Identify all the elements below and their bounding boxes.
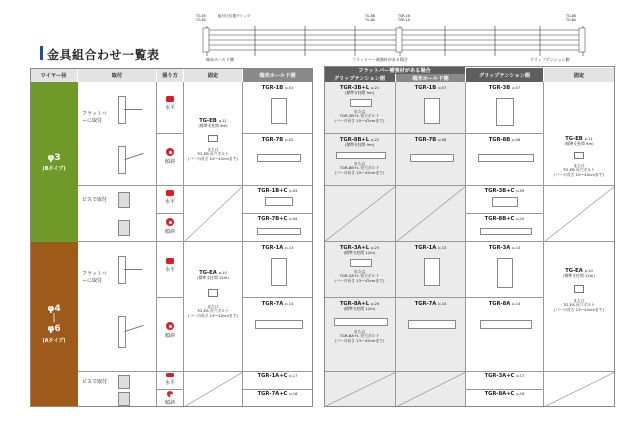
slope-icon [167, 391, 173, 397]
dir-cell-7: 水平 [157, 372, 184, 390]
terminal-cell-6: TGR-7A p.14 [243, 298, 313, 372]
grip-cell-1: TGR-3B+L p.21 (標準支柱間 9m) または TGR-3B+L 長穴ボルト (バーの長さ 10〜42cmまで) [324, 82, 396, 134]
grip-cell-2: TGR-8B+L p.22 (標準支柱間 9m) または TGR-8B+L 長穴ボルト (バーの長さ 10〜42cmまで) [324, 134, 396, 186]
dir-cell-4: 傾斜 [157, 214, 184, 242]
slope-icon [166, 218, 174, 226]
terminal-cell-8: TGR-7A+C p.18 [243, 390, 313, 407]
page-title: 金具組合わせ一覧表 [47, 48, 160, 62]
header-dir: 張り方 [157, 68, 184, 82]
horizontal-icon [166, 190, 174, 196]
diagram-bottom-left: 端末ホールド側 [206, 57, 234, 62]
terminal2-cell-empty-1 [396, 186, 466, 242]
fixed-cell-1: TG-EB p.11 (標準支柱間 9m) または TG-EB 長穴ボルト (バーの長さ 10〜42cmまで) [184, 82, 243, 186]
grip-cell-empty-2 [324, 372, 396, 407]
tension-cell-3: TGR-3B+C p.09 [466, 186, 544, 214]
mount-cell-3: フラットバーに取付 [78, 242, 157, 372]
header-fixed: 固定 [184, 68, 243, 82]
diagram-label-mid2: TGR-1B TGR-1A [398, 14, 410, 22]
wire-group-4-6: φ4 ｜ φ6 (Aタイプ) [30, 242, 78, 407]
grip-cell-empty-1 [324, 186, 396, 242]
tension-cell-4: TGR-8B+C p.10 [466, 214, 544, 242]
diagram-bottom-mid: フラットバー補強材がある場合 [352, 57, 408, 62]
header-flatbar-group: フラットバー補強材がある場合 [324, 66, 466, 74]
fixed2-cell-empty-2 [544, 372, 615, 407]
title-accent-bar [40, 46, 43, 60]
horizontal-icon [166, 96, 174, 102]
tension-cell-7: TGR-3A+C p.17 [466, 372, 544, 390]
terminal2-cell-4: TGR-7A p.14 [396, 298, 466, 372]
terminal2-cell-2: TGR-7B p.08 [396, 134, 466, 186]
diagram-label-mid: TG-8B TG-8A [365, 14, 375, 22]
dir-cell-2: 傾斜 [157, 134, 184, 186]
grip-cell-4: TGR-8A+L p.26 (標準支柱間 12m) または TGR-8A+L 長穴ボルト (バーの長さ 13〜42cmまで) [324, 298, 396, 372]
tension-cell-1: TGR-3B p.07 [466, 82, 544, 134]
terminal-cell-3: TGR-1B+C p.03 [243, 186, 313, 214]
fixed2-cell-2: TG-EA p.10 (標準支柱間 12m) または TG-EA 長穴ボルト (バーの長さ 13〜42cmまで) [544, 242, 615, 372]
slope-icon [166, 322, 174, 330]
fixed2-cell-1: TG-EB p.11 (標準支柱間 9m) または TG-EB 長穴ボルト (バーの長さ 10〜42cmまで) [544, 82, 615, 186]
dir-cell-6: 傾斜 [157, 298, 184, 372]
terminal2-cell-empty-2 [396, 372, 466, 407]
fixed2-cell-empty-1 [544, 186, 615, 242]
tension-cell-5: TGR-3A p.13 [466, 242, 544, 298]
terminal-cell-4: TGR-7B+C p.04 [243, 214, 313, 242]
diagram-label-left: TG-E8 TG-EA [196, 14, 206, 22]
terminal2-cell-1: TGR-1B p.07 [396, 82, 466, 134]
header-terminal: 端末ホールド側 [243, 68, 313, 82]
terminal-cell-2: TGR-7B p.02 [243, 134, 313, 186]
terminal-cell-1: TGR-1B p.01 [243, 82, 313, 134]
terminal-cell-5: TGR-1A p.13 [243, 242, 313, 298]
dir-cell-3: 水平 [157, 186, 184, 214]
dir-cell-5: 水平 [157, 242, 184, 298]
slope-icon [166, 148, 174, 156]
horizontal-icon [166, 258, 174, 264]
tension-cell-6: TGR-8A p.14 [466, 298, 544, 372]
dir-cell-8: 傾斜 [157, 390, 184, 407]
header-fixed2: 固定 [544, 68, 615, 82]
diagram-bottom-right: グリップテンション側 [530, 57, 570, 62]
diagram-label-right: TG-8B TG-8A [566, 14, 576, 22]
mount-cell-4: ビスで取付 [78, 372, 157, 407]
tension-cell-2: TGR-8B p.08 [466, 134, 544, 186]
mount-cell-2: ビスで取付 [78, 186, 157, 242]
terminal2-cell-3: TGR-1A p.13 [396, 242, 466, 298]
grip-cell-3: TGR-3A+L p.25 (標準支柱間 12m) または TGR-3A+L 長穴ボルト (バーの長さ 13〜42cmまで) [324, 242, 396, 298]
header-grip-tension: グリップテンション側 [466, 68, 544, 82]
horizontal-icon [166, 373, 174, 377]
fixed-cell-empty-2 [184, 372, 243, 407]
fixed-cell-empty-1 [184, 186, 243, 242]
dir-cell-1: 水平 [157, 82, 184, 134]
header-grip-tension-side: グリップテンション側 [324, 74, 396, 82]
header-mount: 取付 [78, 68, 157, 82]
wire-group-3: φ3 (Bタイプ) [30, 82, 78, 242]
header-terminal2: 端末ホールド側 [396, 74, 466, 82]
mount-cell-1: フラットバーに取付 [78, 82, 157, 186]
diagram-caption-left: 組付け位置グリップ [218, 14, 251, 18]
header-wire: ワイヤー径 [30, 68, 78, 82]
fixed-cell-2: TG-EA p.10 (標準支柱間 12m) または TG-EA 長穴ボルト (バーの長さ 13〜42cmまで) [184, 242, 243, 372]
terminal-cell-7: TGR-1A+C p.17 [243, 372, 313, 390]
tension-cell-8: TGR-8A+C p.18 [466, 390, 544, 407]
